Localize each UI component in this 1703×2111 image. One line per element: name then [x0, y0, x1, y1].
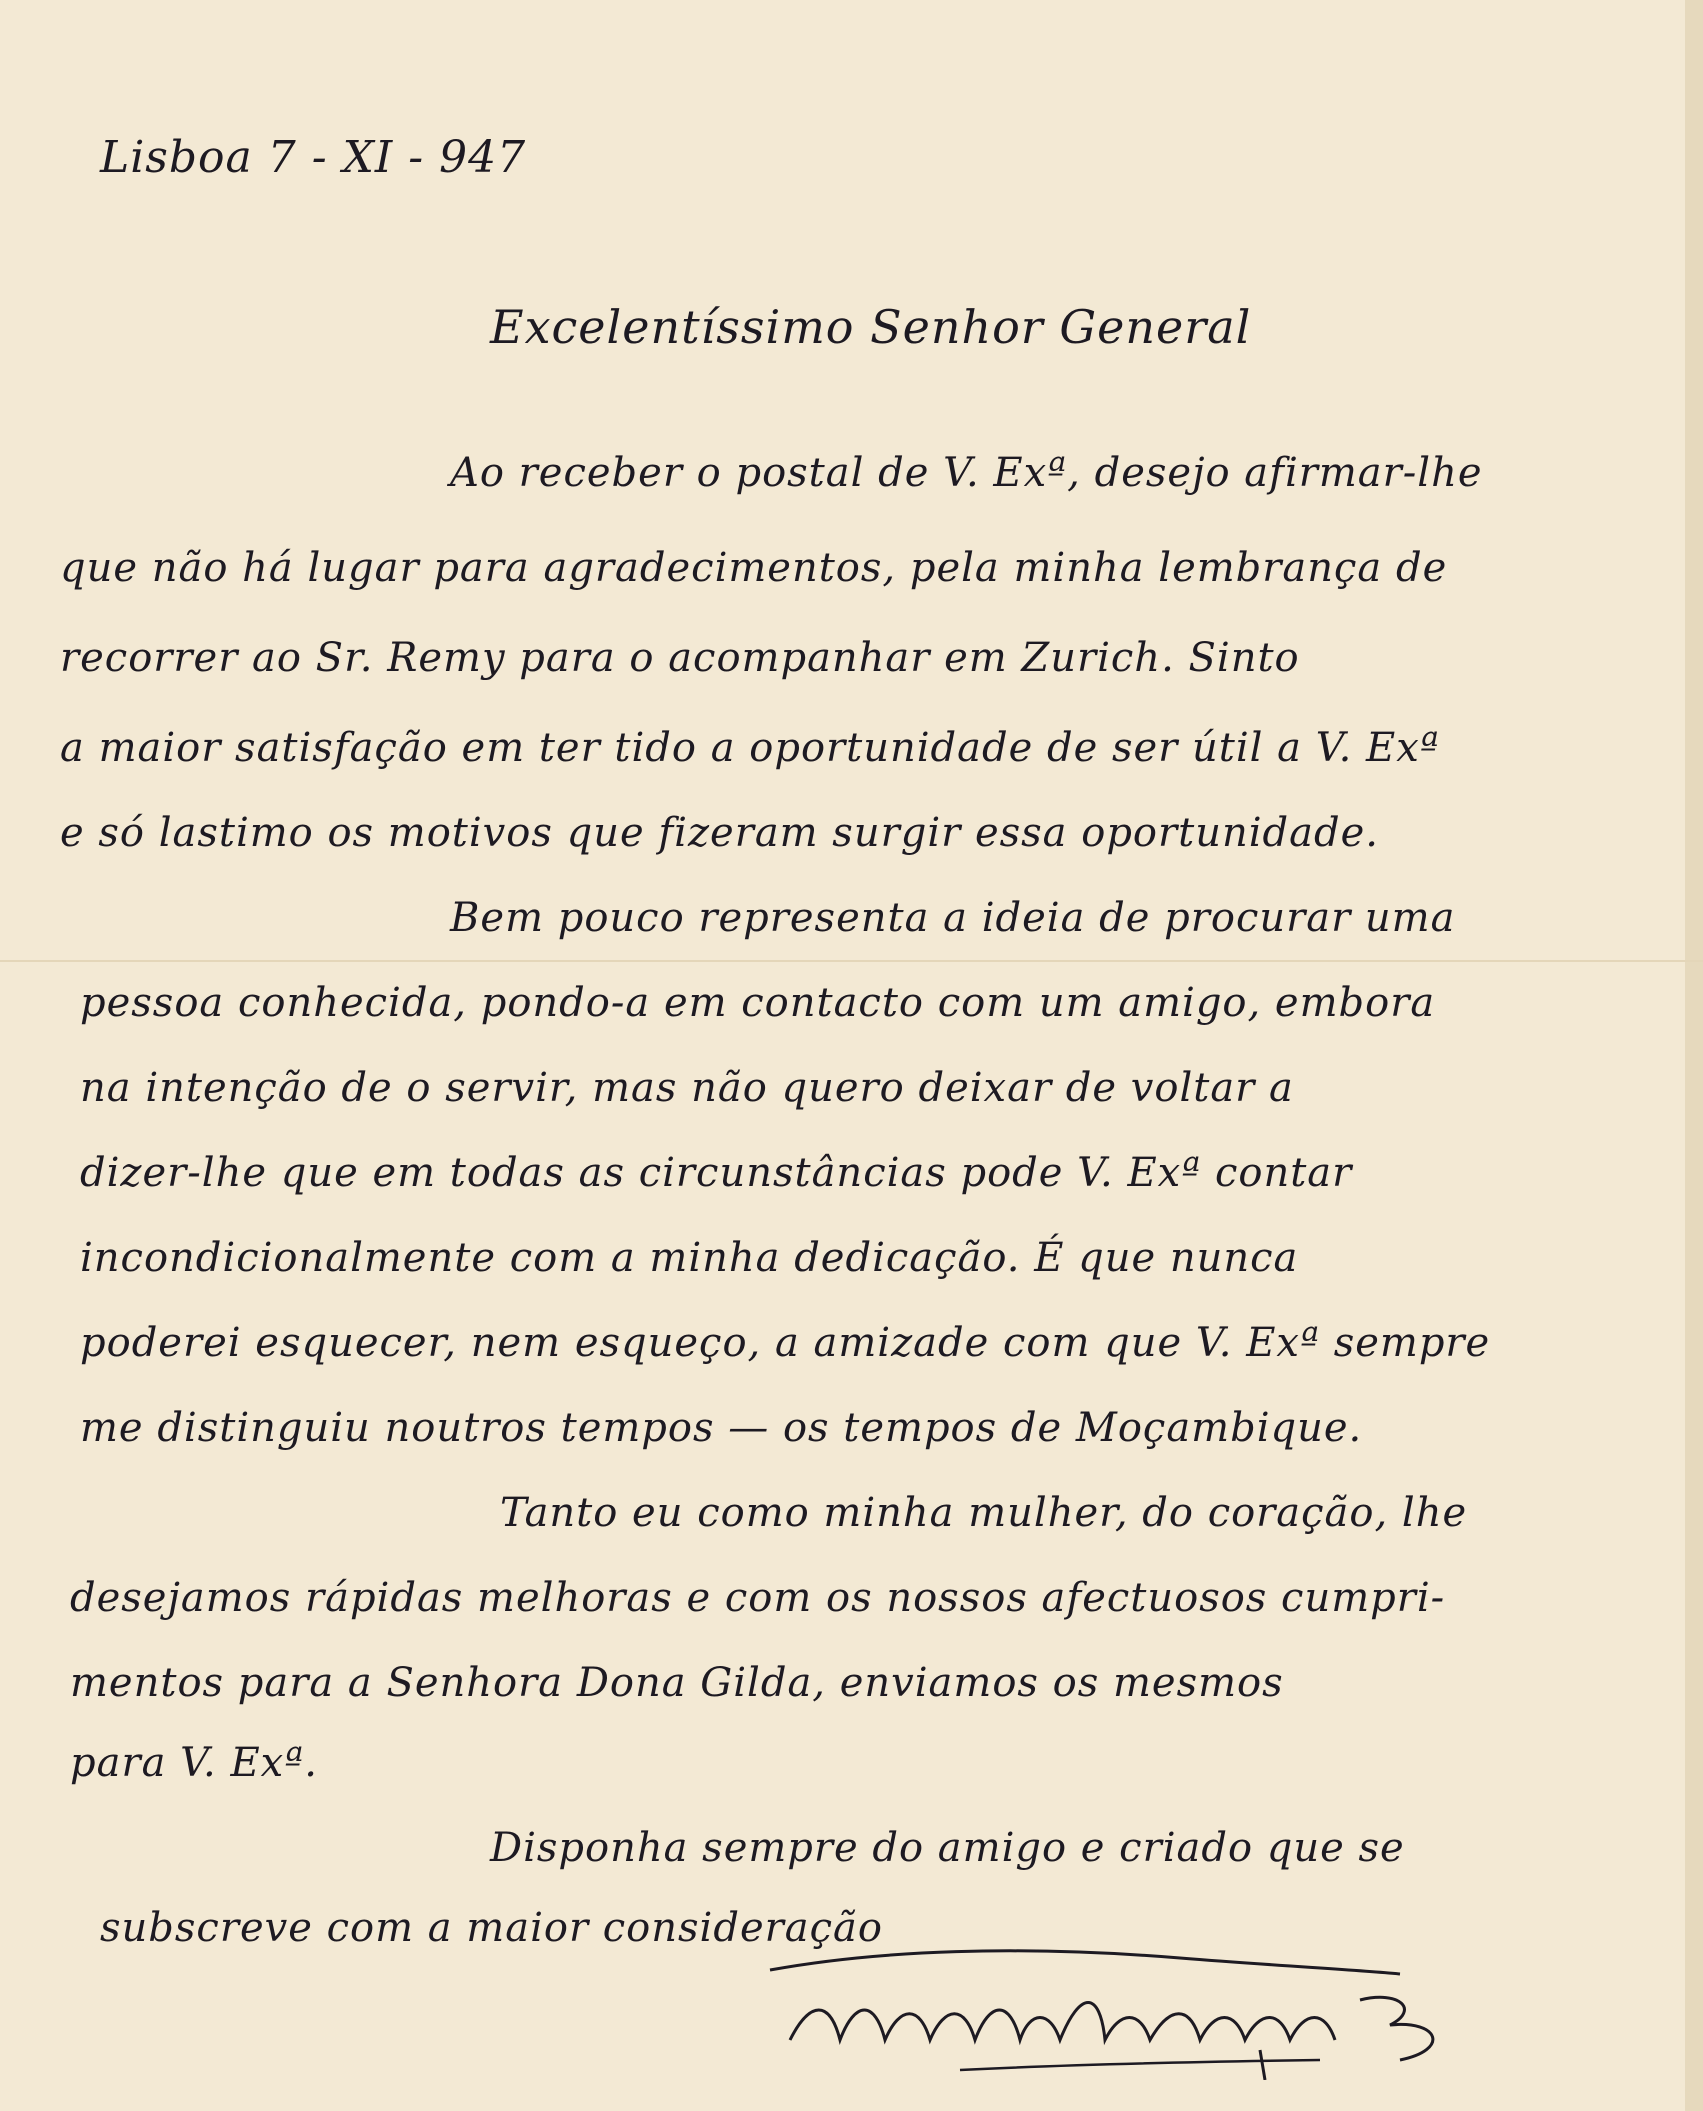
letter-line: e só lastimo os motivos que fizeram surgir essa oportunidade.	[60, 810, 1379, 856]
signature-mark	[760, 1930, 1590, 2080]
letter-line: pessoa conhecida, pondo-a em contacto com um amigo, embora	[80, 980, 1436, 1026]
letter-salutation: Excelentíssimo Senhor General	[490, 300, 1252, 354]
letter-line: mentos para a Senhora Dona Gilda, enviamos os mesmos	[70, 1660, 1284, 1706]
letter-line: que não há lugar para agradecimentos, pela minha lembrança de	[60, 545, 1448, 591]
letter-line: Tanto eu como minha mulher, do coração, lhe	[500, 1490, 1468, 1536]
letter-line: Bem pouco representa a ideia de procurar uma	[450, 895, 1456, 941]
letter-closing: Disponha sempre do amigo e criado que se	[490, 1825, 1405, 1871]
letter-line: a maior satisfação em ter tido a oportunidade de ser útil a V. Exª	[60, 725, 1440, 771]
letter-closing: subscreve com a maior consideração	[100, 1905, 883, 1951]
letter-line: poderei esquecer, nem esqueço, a amizade com que V. Exª sempre	[80, 1320, 1491, 1366]
paper-fold	[0, 960, 1703, 962]
letter-line: na intenção de o servir, mas não quero deixar de voltar a	[80, 1065, 1294, 1111]
letter-line: para V. Exª.	[70, 1740, 318, 1786]
letter-line: me distinguiu noutros tempos — os tempos de Moçambique.	[80, 1405, 1363, 1451]
letter-line: desejamos rápidas melhoras e com os nossos afectuosos cumpri-	[70, 1575, 1446, 1621]
paper-edge	[1685, 0, 1703, 2111]
letter-date: Lisboa 7 - XI - 947	[100, 132, 527, 183]
letter-line: incondicionalmente com a minha dedicação. É que nunca	[80, 1235, 1299, 1281]
letter-line: dizer-lhe que em todas as circunstâncias pode V. Exª contar	[80, 1150, 1353, 1196]
letter-line: Ao receber o postal de V. Exª, desejo afirmar-lhe	[450, 450, 1483, 496]
letter-line: recorrer ao Sr. Remy para o acompanhar em Zurich. Sinto	[60, 635, 1300, 681]
